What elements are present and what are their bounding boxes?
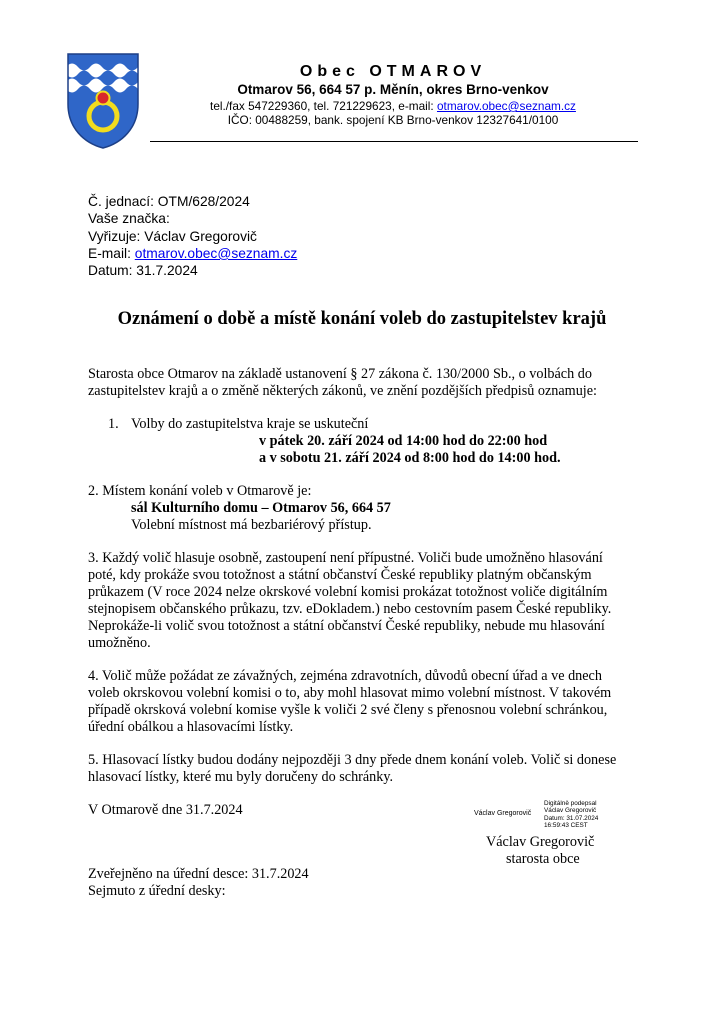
signature-detail-line: Datum: 31.07.2024 [544, 814, 599, 822]
item-4-line: 4. Volič může požádat ze závažných, zejména zdravotních, důvodů obecní úřad a ve dnech [88, 668, 602, 684]
reference-email [88, 245, 297, 262]
item-4-line: úřední obálkou a hlasovacími lístky. [88, 719, 294, 735]
item-2-accessibility: Volební místnost má bezbariérový přístup. [131, 517, 372, 533]
municipality-contact [150, 99, 636, 113]
item-5-line: hlasovací lístky, které mu byly doručeny do schránky. [88, 769, 394, 785]
item-1-date-saturday: a v sobotu 21. září 2024 od 8:00 hod do 14:00 hod. [259, 450, 561, 466]
signature-details [544, 800, 598, 830]
handled-by: Vyřizuje: Václav Gregorovič [88, 229, 257, 244]
municipality-title: Obec OTMAROV [299, 63, 487, 80]
item-4-line: případě okrsková volební komise vyšle k voliči 2 své členy s přenosnou volební schránkou, [88, 702, 608, 718]
published-date: Zveřejněno na úřední desce: 31.7.2024 [88, 866, 309, 882]
item-3-line: Neprokáže-li volič svou totožnost a státní občanství České republiky, nebude mu hlasování [88, 618, 605, 634]
item-3-line: 3. Každý volič hlasuje osobně, zastoupení není přípustné. Voliči bude umožněno hlasování [88, 550, 603, 566]
email-label: E-mail: [88, 246, 135, 261]
municipality-ico: IČO: 00488259, bank. spojení KB Brno-venkov 12327641/0100 [227, 113, 559, 127]
item-1-date-friday: v pátek 20. září 2024 od 14:00 hod do 22:00 hod [259, 433, 548, 449]
header-email-link[interactable]: otmarov.obec@seznam.cz [436, 99, 576, 113]
item-2-place: sál Kulturního domu – Otmarov 56, 664 57 [131, 500, 391, 516]
your-reference: Vaše značka: [88, 211, 170, 226]
reference-email-link[interactable]: otmarov.obec@seznam.cz [134, 246, 298, 261]
place-and-date: V Otmarově dne 31.7.2024 [88, 802, 243, 818]
digital-signature-stamp [474, 798, 644, 834]
signatory-name: Václav Gregorovič [486, 834, 595, 850]
reference-number: Č. jednací: OTM/628/2024 [88, 194, 250, 209]
intro-line-1: Starosta obce Otmarov na základě ustanovení § 27 zákona č. 130/2000 Sb., o volbách do [88, 366, 592, 382]
item-3-line: stejnopisem občanského průkazu, tzv. eDokladem.) nebo cestovním pasem České republiky. [88, 601, 612, 617]
header-divider [150, 141, 638, 142]
signature-name: Václav Gregorovič [474, 810, 532, 817]
reference-date: Datum: 31.7.2024 [88, 263, 198, 278]
contact-text: tel./fax 547229360, tel. 721229623, e-mail: [210, 99, 437, 113]
document-title: Oznámení o době a místě konání voleb do zastupitelstev krajů [117, 309, 607, 329]
signatory-role: starosta obce [506, 851, 580, 867]
item-1-text: Volby do zastupitelstva kraje se uskuteční [131, 416, 369, 432]
item-4-line: voleb okrskovou volební komisi o to, aby mohl hlasovat mimo volební místnost. V takovém [88, 685, 612, 701]
item-3-line: průkazem (V roce 2024 nelze okrskové volební komisi prokázat totožnost voliče digitálním [88, 584, 608, 600]
signature-detail-line: Václav Gregorovič [544, 807, 597, 815]
item-1-number: 1. [108, 416, 119, 432]
item-3-line: umožněno. [88, 635, 151, 651]
intro-line-2: zastupitelstev krajů a o změně některých zákonů, ve znění pozdějších předpisů oznamuje: [88, 383, 597, 399]
municipality-address: Otmarov 56, 664 57 p. Měnín, okres Brno-venkov [237, 82, 549, 97]
item-5-line: 5. Hlasovací lístky budou dodány nejpozději 3 dny přede dnem konání voleb. Volič si donese [88, 752, 617, 768]
removed-date: Sejmuto z úřední desky: [88, 883, 226, 899]
coat-of-arms-logo [66, 52, 140, 150]
signature-detail-line: 16:59:43 CEST [544, 822, 588, 830]
item-2-text: 2. Místem konání voleb v Otmarově je: [88, 483, 312, 499]
signature-detail-line: Digitálně podepsal [544, 800, 597, 807]
item-3-line: poté, kdy prokáže svou totožnost a státní občanství České republiky platným občanským [88, 567, 592, 583]
